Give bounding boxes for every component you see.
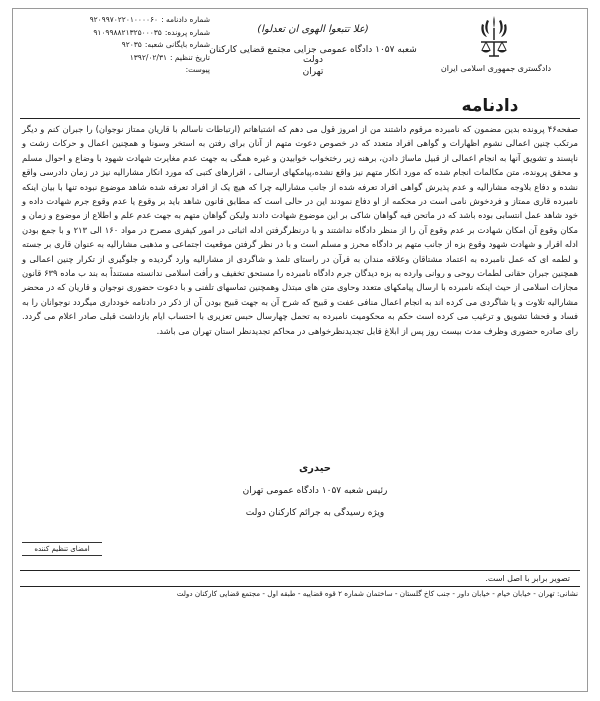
judge-name: حیدری [299,463,331,474]
footer-divider [20,570,580,571]
footer-divider [20,586,580,587]
court-header [198,24,428,77]
verdict-body [22,122,578,338]
court-city: تهران [302,67,324,77]
field-date [20,52,210,65]
case-info-fields [20,14,210,77]
iran-emblem-icon [477,14,511,58]
court-name: شعبه ۱۰۵۷ دادگاه عمومی جزایی مجتمع قضایی کارکنان دولت [209,45,417,65]
document-title: دادنامه [461,96,519,116]
field-verdict-number [20,14,210,27]
field-value: ۹۱۰۹۹۸۸۲۱۳۲۵۰۰۰۳۵ [93,27,162,37]
field-label: شماره پرونده: [164,27,210,37]
org-name: دادگستری جمهوری اسلامی ایران [440,64,552,73]
signer-label: امضای تنظیم کننده [22,542,102,556]
field-label: تاریخ تنظیم : [170,52,210,62]
verdict-paragraph: صفحه۴۶ پرونده بدین مضمون که نامبرده مرقوم داشتند من از امروز قول می دهم که اشتباهاتم (ارتباطات ناسالم با قاریان ممتاز نوجوان) را جبران کنم و دیگر مرتکب چنین اعمالی نشوم اظهارات و گواهی افراد متعدد که در خصوص دعوت متهم از آنان برای رفتن به استخر وسونا و همچنین اعمال و حرکات زشت و ناپسند و تشویق آنها به انجام اعمالی از قبیل ماساژ دادن، برهنه زیر رختخواب خوابیدن و غیره همگی به جهت عدم مغایرت شهادت شهود با وضاع و احوال مسلم و محقق پرونده، متن مکالمات انجام شده که مورد انکار متهم نیز واقع نشده،پیامکهای ارسالی ، اقرارهای کتبی که مورد انکار مشارالیه نیز در زمان دادرسی واقع نشده و دفاع بلاوجه مشارالیه و عدم پذیرش گواهی افراد تعرفه شده از جانب مشارالیه چرا که هیچ یک از افراد تعرفه شده شاهد موضوع نبوده تنها با بیان اینکه نامبرده قاری ممتاز و فردخوش نامی است در محکمه از او دفاع نمودند این در حالی است که مطابق قانون شاهد باید بر وقوع یا عدم وقوع جرم شهادت داده و خود شاهد عمل انتسابی بوده باشد که در ماتحن فیه گواهان شاکی بر این موضوع شهادت دادند وليکن گواهان متهم به جهت عدم علم و اطلاع از موضوع و زمان و مکان وقوع آن امکان شهادت بر عدم وقوع آن را از منظر دادگاه نداشتند و با درنظرگرفتن ادله اثباتی در امور کیفری مصرح در مواد ۱۶۰ الی ۲۱۳ و با جمع بودن ادله اقرار و شهادت شهود وقوع بزه از جانب متهم بر دادگاه محرز و مسلم است و با در نظر گرفتن موقعیت اجتماعی و مذهبی مشارالیه به عنوان قاری بر جسته و لطمه ای که عمل نامبرده به اعتماد مشتاقان وعلاقه مندان به قرآن در راستای تلمذ و شاگردی از مشارالیه وارد گردیده و جلوگیری از تکرار چنین اعمالی و همچنین جبران حقانی لطمات روحی و روانی وارده به بزه دیدگان جرم دادگاه نامبرده را مستحق تخفیف و رأفت اسلامی ندانسته مستنداً به بند ب ماده ۶۳۹ قانون مجازات اسلامی از حیث اینکه نامبرده با ارسال پیامکهای متعدد وحاوی متن های مبتذل وهمچنین تماسهای تلفنی و با دعوت حضوری نوجوان و قاریان که در محضر مشارالیه تلاوت و یا شاگردی می کرده اند به انجام اعمال منافی عفت و قبیح که شرح آن به جهت قبیح بودن آن از ذکر در دادنامه خودداری میگردد نوجوانان را به فساد و فحشا تشویق و ترغیب می کرده است حکم به محکومیت نامبرده به تحمل چهارسال حبس تعزیری با احتساب ایام بازداشت قبلی صادر اعلام می گردد. رای صادره حضوری وظرف مدت بیست روز پس از ابلاغ قابل تجدیدنظرخواهی در محاکم تجدیدنظر استان تهران می باشد. [22,124,579,336]
field-value: ۹۲۰۳۵ [121,40,142,49]
field-attachment [20,64,210,77]
court-address: نشانی: تهران - خیابان خیام - خیابان داور - جنب کاخ گلستان - ساختمان شماره ۲ قوه قضاییه - طبقه اول - مجتمع قضایی کارکنان دولت [176,589,578,598]
field-value: ۹۲۰۹۹۷۰۲۲۰۱۰۰۰۰۶۰ [89,15,159,24]
copy-certification: تصویر برابر با اصل است. [485,574,570,583]
field-value: ۱۳۹۲/۰۲/۳۱ [129,52,168,62]
field-archive-number [20,39,210,52]
judge-title: رئیس شعبه ۱۰۵۷ دادگاه عمومی تهران [242,486,388,496]
field-label: شماره دادنامه : [161,15,210,24]
judge-subtitle: ویژه رسیدگی به جرائم کارکنان دولت [245,508,385,518]
signature-block [180,458,450,524]
header-quote: (علا تتبعوا الهوی ان تعدلوا) [257,24,369,35]
issuing-organization [414,64,578,73]
field-label: پیوست: [185,65,210,74]
field-label: شماره بایگانی شعبه: [144,40,210,49]
field-case-number [20,27,210,40]
title-divider [20,118,580,119]
